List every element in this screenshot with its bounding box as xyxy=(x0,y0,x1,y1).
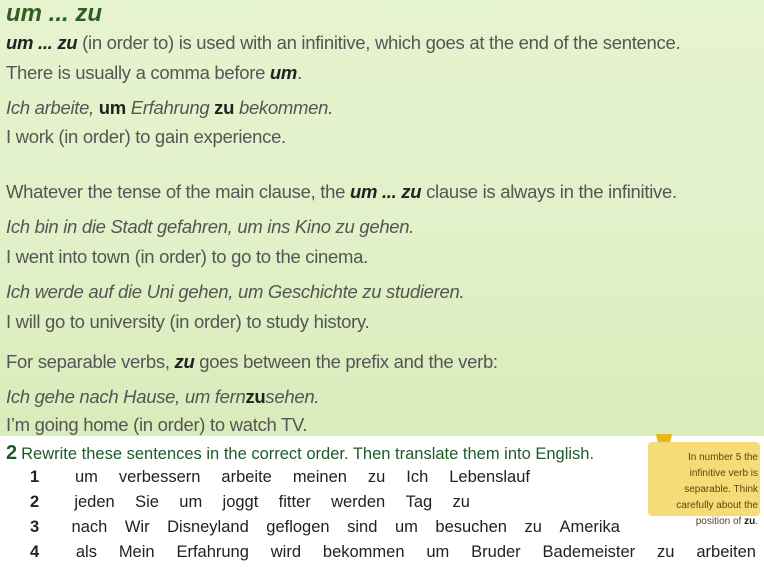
exercise-word: werden xyxy=(331,493,386,511)
exercise-word: als xyxy=(75,543,97,561)
grammar-heading: um ... zu xyxy=(6,0,102,27)
exercise-word: arbeiten xyxy=(696,543,756,561)
rule-paragraph-3 xyxy=(6,181,677,203)
exercise-word: Erfahrung xyxy=(176,543,249,561)
term-um-zu: um ... zu xyxy=(6,32,78,53)
rule-paragraph-1 xyxy=(6,32,680,54)
exercise-word: wird xyxy=(270,543,302,561)
term-um: um xyxy=(269,62,298,83)
exercise-word: Sie xyxy=(135,493,159,511)
term-um-zu: um ... zu xyxy=(349,181,422,202)
example-text: Erfahrung xyxy=(125,97,215,118)
exercise-item-number: 1 xyxy=(30,468,40,486)
example-2-german: Ich bin in die Stadt gefahren, um ins Kino zu gehen. xyxy=(6,216,415,237)
example-text: bekommen. xyxy=(234,97,333,118)
exercise-word: Lebenslauf xyxy=(449,468,530,486)
term-zu: zu xyxy=(174,351,195,372)
exercise-word: um xyxy=(394,518,418,536)
tip-text xyxy=(654,450,758,530)
exercise-item xyxy=(30,543,756,562)
punctuation: . xyxy=(297,62,302,83)
example-2-english: I went into town (in order) to go to the cinema. xyxy=(6,246,368,267)
example-text: sehen. xyxy=(265,386,320,407)
exercise-word: um xyxy=(179,493,203,511)
tip-text-part: In number 5 the infinitive verb is separable. Think carefully about the position of xyxy=(676,452,758,527)
rule-text: clause is always in the infinitive. xyxy=(421,181,677,202)
exercise-word: Amerika xyxy=(559,518,620,536)
exercise-item xyxy=(30,493,470,512)
term-zu: zu xyxy=(214,97,235,118)
exercise-word: bekommen xyxy=(322,543,405,561)
exercise-word: nach xyxy=(71,518,108,536)
exercise-item xyxy=(30,468,530,487)
exercise-word: um xyxy=(426,543,450,561)
tip-box xyxy=(648,442,760,527)
exercise-word: zu xyxy=(452,493,470,511)
term-um: um xyxy=(98,97,126,118)
exercise-word: Bruder xyxy=(471,543,521,561)
exercise-word: jeden xyxy=(74,493,115,511)
exercise-word: Disneyland xyxy=(167,518,249,536)
exercise-word: Wir xyxy=(124,518,150,536)
example-4-german xyxy=(6,386,319,408)
example-4-english: I’m going home (in order) to watch TV. xyxy=(6,414,308,435)
exercise-word: verbessern xyxy=(118,468,201,486)
exercise-number: 2 xyxy=(6,442,18,464)
exercise-word: joggt xyxy=(222,493,259,511)
exercise-title xyxy=(6,442,594,465)
exercise-word: besuchen xyxy=(435,518,507,536)
exercise-item xyxy=(30,518,620,537)
rule-text: goes between the prefix and the verb: xyxy=(194,351,498,372)
example-text: Ich arbeite, xyxy=(6,97,99,118)
rule-paragraph-4 xyxy=(6,351,498,373)
term-zu: zu xyxy=(245,386,266,407)
exercise-item-number: 3 xyxy=(30,518,40,536)
exercise-word: geflogen xyxy=(266,518,330,536)
example-1-german xyxy=(6,97,333,119)
rule-text: There is usually a comma before xyxy=(6,62,270,83)
tip-text-part: . xyxy=(755,516,758,527)
exercise-word: Tag xyxy=(405,493,433,511)
exercise-instruction: Rewrite these sentences in the correct order. Then translate them into English. xyxy=(21,445,595,463)
example-text: Ich gehe nach Hause, um fern xyxy=(6,386,246,407)
rule-text: For separable verbs, xyxy=(6,351,175,372)
exercise-word: arbeite xyxy=(221,468,272,486)
exercise-item-number: 2 xyxy=(30,493,40,511)
rule-paragraph-2 xyxy=(6,62,302,84)
rule-text: (in order to) is used with an infinitive, which goes at the end of the sentence. xyxy=(77,32,681,53)
exercise-word: zu xyxy=(657,543,675,561)
exercise-word: Ich xyxy=(406,468,429,486)
rule-text: Whatever the tense of the main clause, the xyxy=(6,181,350,202)
exercise-word: fitter xyxy=(278,493,311,511)
example-1-english: I work (in order) to gain experience. xyxy=(6,126,286,147)
exercise-word: Bademeister xyxy=(542,543,636,561)
exercise-word: meinen xyxy=(292,468,347,486)
example-3-english: I will go to university (in order) to study history. xyxy=(6,311,370,332)
exercise-word: zu xyxy=(367,468,386,486)
exercise-word: zu xyxy=(524,518,542,536)
exercise-word: um xyxy=(74,468,98,486)
exercise-item-number: 4 xyxy=(30,543,40,561)
exercise-word: Mein xyxy=(118,543,155,561)
example-3-german: Ich werde auf die Uni gehen, um Geschichte zu studieren. xyxy=(6,281,465,302)
exercise-word: sind xyxy=(347,518,378,536)
term-zu: zu xyxy=(744,516,756,527)
